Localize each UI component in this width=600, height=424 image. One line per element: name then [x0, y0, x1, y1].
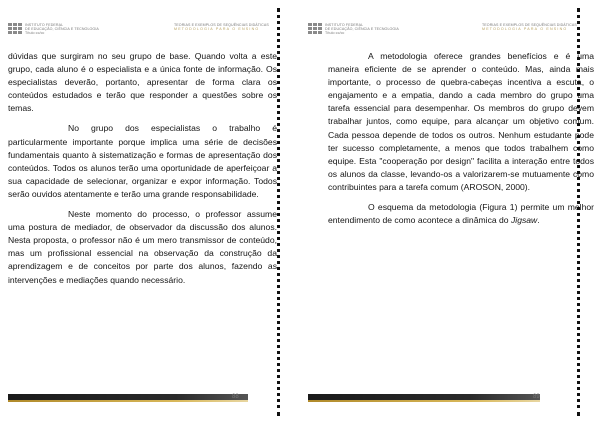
paragraph: A metodologia oferece grandes benefícios e é uma maneira eficiente de se aprender o conteúdo. Mas, ainda mais importante, o processo de quebra-cabeças incentiva a escuta, o engajamento e a empatia, dando a cada membro do grupo uma tarefa essencial para desempenhar. Os membros do grupo devem trabalhar juntos, como equipe, para alcançar um objetivo comum. Cada pessoa depende de todos os outros. Nenhum estudante pode ter sucesso completamente, a menos que todos trabalhem como equipe. Esta "cooperação por design" facilita a interação entre todos os alunos da classe, levando-os a valorizarem-se mutuamente como contribuintes para a tarefa comum (AROSON, 2000).: [328, 51, 594, 192]
page-header: [8, 23, 284, 37]
jigsaw-emphasis: Jigsaw: [510, 215, 538, 226]
page-divider: [577, 8, 580, 416]
page-header: [308, 23, 592, 37]
series-title-line2: METODOLOGIA PARA O ENSINO: [174, 27, 260, 32]
footer-bar-gold: [8, 400, 248, 402]
paragraph-end: .: [537, 215, 540, 226]
page-number: 88: [232, 394, 239, 400]
paragraph-text: O esquema da metodologia (Figura 1) permite um melhor entendimento de como acontece a dinâmica do: [328, 202, 594, 226]
institution-name: INSTITUTO FEDERAL DE EDUCAÇÃO, CIÊNCIA E TECNOLOGIA Título cc/cc: [325, 23, 399, 36]
footer-bar-gold: [308, 400, 540, 402]
right-page-body: [328, 50, 594, 234]
page-footer-bar: [308, 394, 540, 408]
paragraph: dúvidas que surgiram no seu grupo de base. Quando volta a este grupo, cada aluno é o especialista e a única fonte de informação. Os especialistas deverão, portanto, apresentar de forma clara os conteúdos estudados e terão que responder a questões sobre os temas.: [8, 51, 277, 114]
institution-name: INSTITUTO FEDERAL DE EDUCAÇÃO, CIÊNCIA E TECNOLOGIA Título cc/cc: [25, 23, 99, 36]
series-title: [174, 23, 284, 32]
series-title-line2: METODOLOGIA PARA O ENSINO: [482, 27, 568, 32]
paragraph: Neste momento do processo, o professor assume uma postura de mediador, de observador da discussão dos alunos. Nesta proposta, o professor não é um mero transmissor de conteúdo, mas um profissional essencial na observação da construção da aprendizagem e de conceitos por parte dos alunos, fazendo as intervenções e mediações quando necessário.: [8, 209, 277, 285]
paragraph: [328, 201, 594, 227]
institution-logo-icon: [308, 23, 322, 35]
right-page: [300, 0, 600, 424]
institution-logo-icon: [8, 23, 22, 35]
left-page: [0, 0, 292, 424]
series-title-line1: TEORIAS E EXEMPLOS DE SEQUÊNCIAS DIDÁTICAS: [174, 23, 269, 27]
left-page-body: [8, 50, 277, 294]
series-title-line1: TEORIAS E EXEMPLOS DE SEQUÊNCIAS DIDÁTICAS: [482, 23, 577, 27]
page-footer-bar: [8, 394, 248, 408]
page-number: 89: [533, 394, 540, 400]
series-title: [482, 23, 592, 32]
paragraph: No grupo dos especialistas o trabalho é particularmente importante porque implica uma série de decisões fundamentais quanto à sistematização e formas de apresentação dos conteúdos. Todos os alunos terão uma oportunidade de aperfeiçoar a sua capacidade de selecionar, organizar e expor informação. Todos serão ouvidos atentamente e terão uma grande responsabilidade.: [8, 123, 277, 199]
page-divider: [277, 8, 280, 416]
